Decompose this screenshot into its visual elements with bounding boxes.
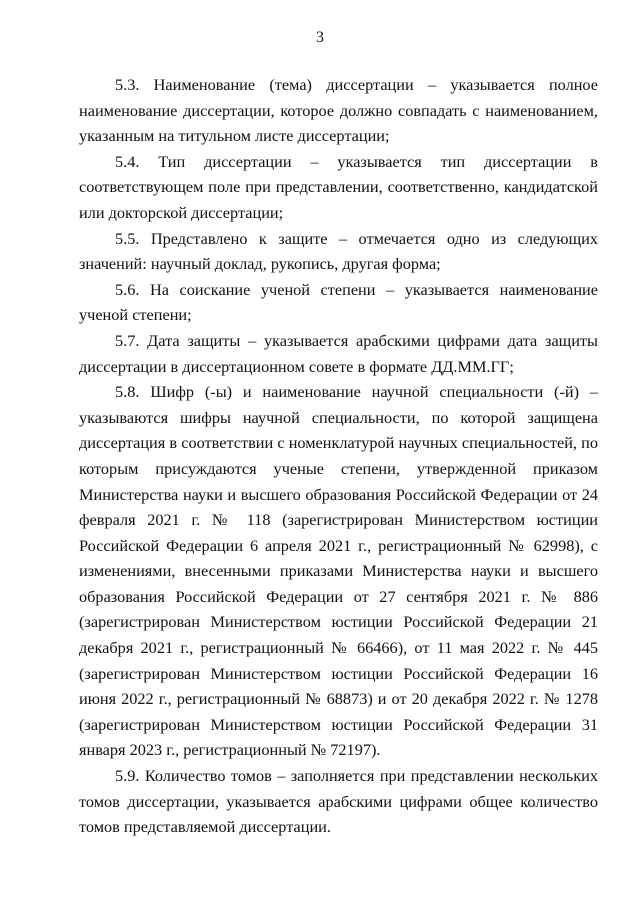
page-number: 3 <box>316 29 324 46</box>
paragraph-5-8: 5.8. Шифр (-ы) и наименование научной специальности (-й) – указываются шифры научной специальности, по которой защищена диссертация в соответствии с номенклатурой научных специальностей, по которым присуждаются ученые степени, утвержденной приказом Министерства науки и высшего образования Российской Федерации от 24 февраля 2021 г. № 118 (зарегистрирован Министерством юстиции Российской Федерации 6 апреля 2021 г., регистрационный № 62998), с изменениями, внесенными приказами Министерства науки и высшего образования Российской Федерации от 27 сентября 2021 г. № 886 (зарегистрирован Министерством юстиции Российской Федерации 21 декабря 2021 г., регистрационный № 66466), от 11 мая 2022 г. № 445 (зарегистрирован Министерством юстиции Российской Федерации 16 июня 2022 г., регистрационный № 68873) и от 20 декабря 2022 г. № 1278 (зарегистрирован Министерством юстиции Российской Федерации 31 января 2023 г., регистрационный № 72197). <box>79 382 598 760</box>
paragraph-5-3: 5.3. Наименование (тема) диссертации – указывается полное наименование диссертации, которое должно совпадать с наименованием, указанным на титульном листе диссертации; <box>79 75 598 146</box>
paragraph-5-9: 5.9. Количество томов – заполняется при представлении нескольких томов диссертации, указывается арабскими цифрами общее количество томов представляемой диссертации. <box>79 766 598 837</box>
paragraph-5-7: 5.7. Дата защиты – указывается арабскими цифрами дата защиты диссертации в диссертационном совете в формате ДД.ММ.ГГ; <box>79 330 598 376</box>
paragraph-5-6: 5.6. На соискание ученой степени – указывается наименование ученой степени; <box>79 279 598 325</box>
document-body <box>79 72 598 840</box>
paragraph-5-4: 5.4. Тип диссертации – указывается тип диссертации в соответствующем поле при представлении, соответственно, кандидатской или докторской диссертации; <box>79 151 598 222</box>
paragraph-5-5: 5.5. Представлено к защите – отмечается одно из следующих значений: научный доклад, рукопись, другая форма; <box>79 228 598 274</box>
